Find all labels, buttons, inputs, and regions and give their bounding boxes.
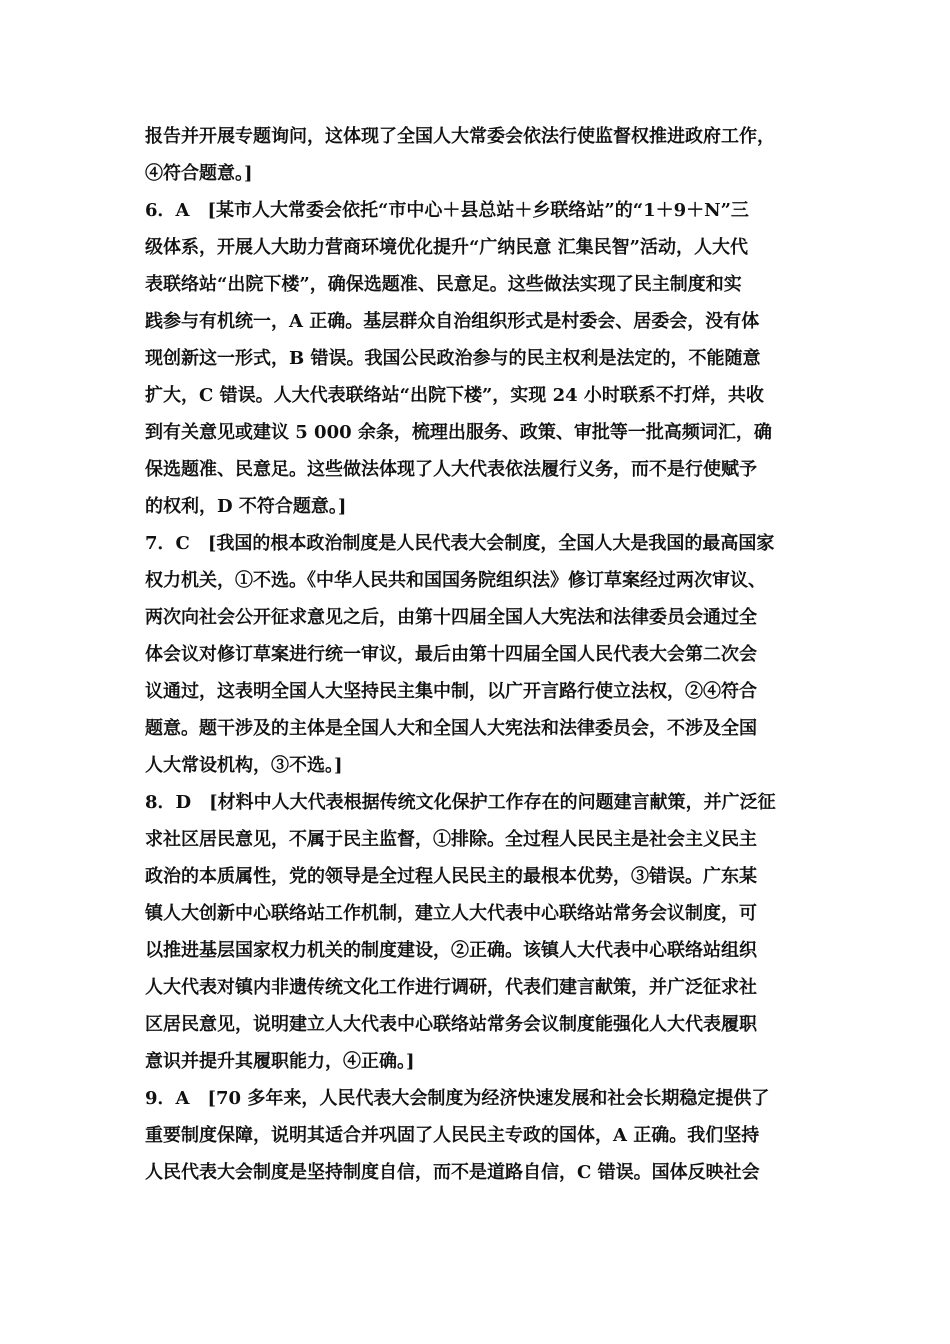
text-line: 镇人大创新中心联络站工作机制，建立人大代表中心联络站常务会议制度，可 [145,903,757,924]
answer-8-line: 8．D [材料中人大代表根据传统文化保护工作存在的问题建言献策，并广泛征 [145,792,776,813]
text-line: 人大代表对镇内非遗传统文化工作进行调研，代表们建言献策，并广泛征求社 [145,977,757,998]
text-line: 题意。题干涉及的主体是全国人大和全国人大宪法和法律委员会，不涉及全国 [145,718,757,739]
text-line: 以推进基层国家权力机关的制度建设，②正确。该镇人大代表中心联络站组织 [145,940,757,961]
text-line: 表联络站“出院下楼”，确保选题准、民意足。这些做法实现了民主制度和实 [145,274,742,295]
text-line: 人民代表大会制度是坚持制度自信，而不是道路自信，C 错误。国体反映社会 [145,1162,760,1183]
text-line: 践参与有机统一，A 正确。基层群众自治组织形式是村委会、居委会，没有体 [145,311,760,332]
text-line: 的权利，D 不符合题意。] [145,496,347,517]
text-line: 权力机关，①不选。《中华人民共和国国务院组织法》修订草案经过两次审议、 [145,570,766,591]
text-line: 区居民意见，说明建立人大代表中心联络站常务会议制度能强化人大代表履职 [145,1014,757,1035]
answer-6-line: 6．A [某市人大常委会依托“市中心＋县总站＋乡联络站”的“1＋9＋N”三 [145,200,749,221]
text-line: 求社区居民意见，不属于民主监督，①排除。全过程人民民主是社会主义民主 [145,829,757,850]
text-line: 现创新这一形式，B 错误。我国公民政治参与的民主权利是法定的，不能随意 [145,348,761,369]
text-line: 议通过，这表明全国人大坚持民主集中制，以广开言路行使立法权，②④符合 [145,681,757,702]
text-line: 人大常设机构，③不选。] [145,755,343,776]
text-line: 到有关意见或建议 5 000 余条，梳理出服务、政策、审批等一批高频词汇，确 [145,422,772,443]
text-line: 保选题准、民意足。这些做法体现了人大代表依法履行义务，而不是行使赋予 [145,459,757,480]
text-line: 意识并提升其履职能力，④正确。] [145,1051,415,1072]
answer-text-block [145,118,813,1191]
text-line: 重要制度保障，说明其适合并巩固了人民民主专政的国体，A 正确。我们坚持 [145,1125,760,1146]
text-line: ④符合题意。] [145,163,253,184]
text-line: 扩大，C 错误。人大代表联络站“出院下楼”，实现 24 小时联系不打烊，共收 [145,385,764,406]
text-line: 体会议对修订草案进行统一审议，最后由第十四届全国人民代表大会第二次会 [145,644,757,665]
text-line: 报告并开展专题询问，这体现了全国人大常委会依法行使监督权推进政府工作， [145,126,775,147]
answer-7-line: 7．C [我国的根本政治制度是人民代表大会制度，全国人大是我国的最高国家 [145,533,775,554]
answer-9-line: 9．A [70 多年来，人民代表大会制度为经济快速发展和社会长期稳定提供了 [145,1088,770,1109]
text-line: 政治的本质属性，党的领导是全过程人民民主的最根本优势，③错误。广东某 [145,866,757,887]
text-line: 级体系，开展人大助力营商环境优化提升“广纳民意 汇集民智”活动，人大代 [145,237,748,258]
text-line: 两次向社会公开征求意见之后，由第十四届全国人大宪法和法律委员会通过全 [145,607,757,628]
